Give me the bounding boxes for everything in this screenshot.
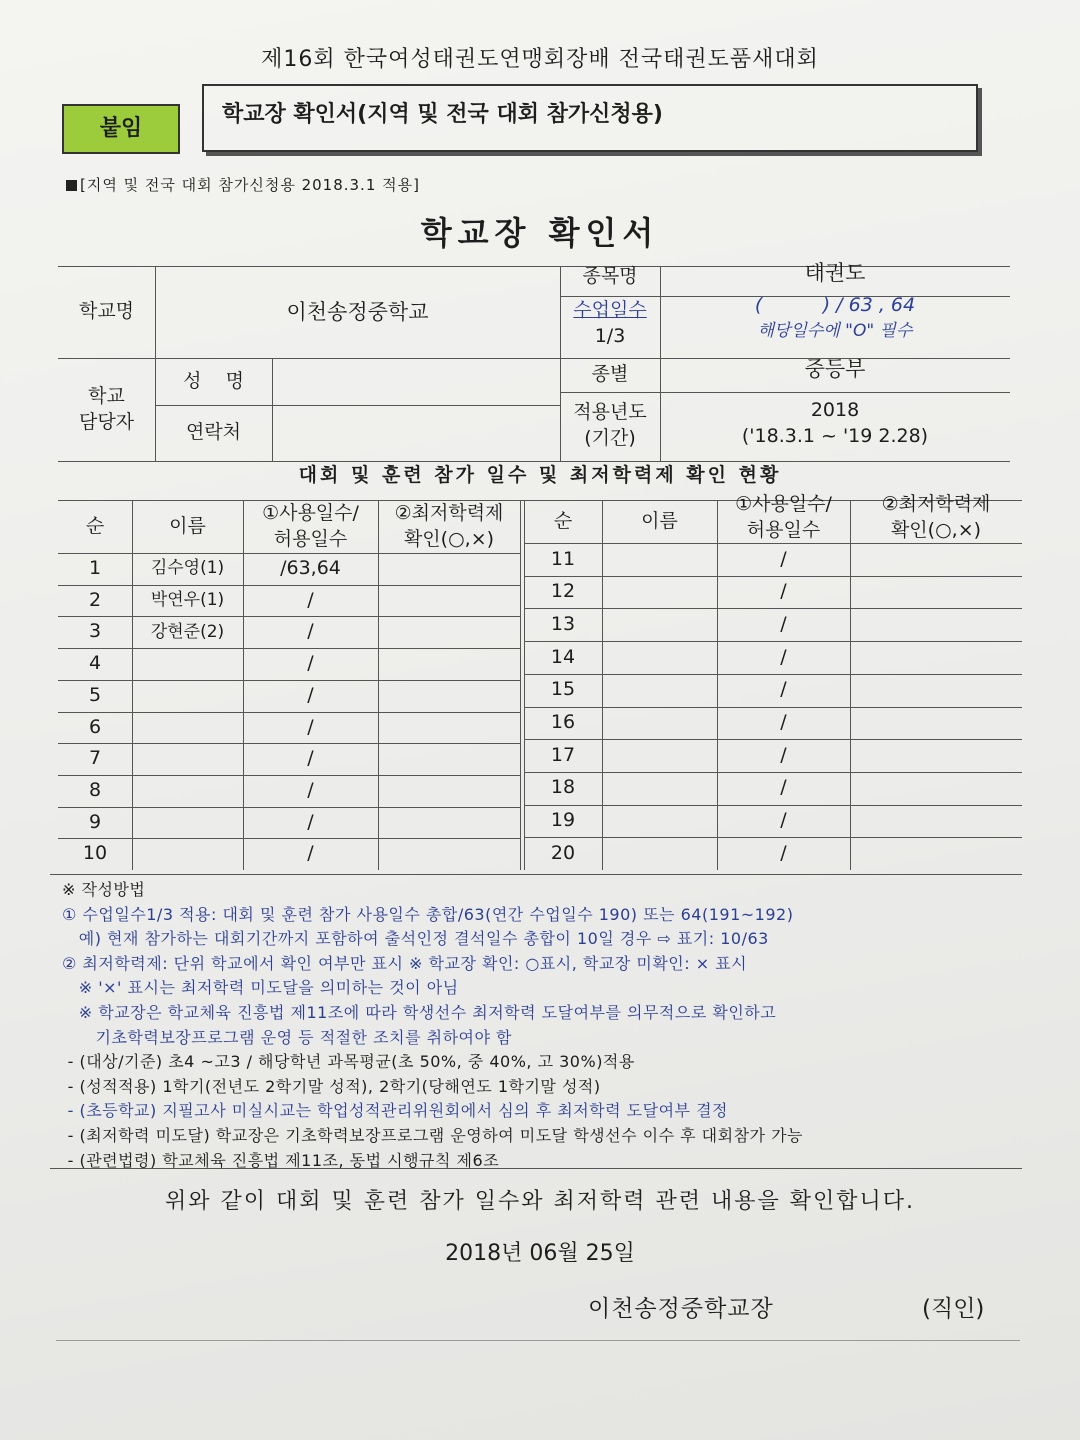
reference-note bbox=[66, 174, 420, 195]
instruction-line: - (초등학교) 지필고사 미실시교는 학업성적관리위원회에서 심의 후 최저학력 도달여부 결정 bbox=[62, 1101, 728, 1121]
row-days-used: / bbox=[780, 711, 787, 734]
row-student-name bbox=[602, 739, 717, 772]
row-student-name bbox=[602, 576, 717, 609]
instructions-heading: ※ 작성방법 bbox=[62, 880, 146, 899]
header-no-left: 순 bbox=[85, 514, 105, 537]
row-number: 11 bbox=[550, 547, 576, 570]
instruction-line: ※ 학교장은 학교체육 진흥법 제11조에 따라 학생선수 최저학력 도달여부를 의무적으로 확인하고 bbox=[62, 1002, 777, 1022]
row-number: 4 bbox=[88, 652, 102, 675]
row-number: 3 bbox=[88, 620, 102, 643]
row-days-used: / bbox=[307, 683, 314, 706]
row-days-used: / bbox=[307, 588, 314, 611]
manager-name-label: 성 명 bbox=[183, 369, 244, 392]
row-student-name bbox=[602, 805, 717, 838]
row-days-used: / bbox=[307, 715, 314, 738]
instruction-line: 기초학력보장프로그램 운영 등 적절한 조치를 취하여야 함 bbox=[62, 1027, 512, 1047]
row-student-name: 강현준(2) bbox=[150, 621, 225, 642]
year-value bbox=[660, 394, 1010, 454]
row-student-name bbox=[602, 608, 717, 641]
row-student-name bbox=[602, 772, 717, 805]
event-title: 제16회 한국여성태권도연맹회장배 전국태권도품새대회 bbox=[261, 47, 819, 72]
row-student-name bbox=[132, 648, 243, 680]
row-student-name bbox=[602, 837, 717, 870]
row-student-name: 박연우(1) bbox=[150, 590, 225, 611]
division-value: 중등부 bbox=[804, 356, 866, 381]
header-no-right: 순 bbox=[553, 509, 573, 532]
year-value-year: 2018 bbox=[810, 399, 860, 422]
row-student-name bbox=[132, 838, 243, 870]
row-student-name bbox=[602, 641, 717, 674]
class-days-label-text: 수업일수 bbox=[573, 299, 647, 322]
year-label-line2: (기간) bbox=[584, 427, 636, 449]
manager-label bbox=[58, 358, 155, 461]
row-number: 9 bbox=[88, 810, 102, 833]
row-student-name bbox=[602, 707, 717, 740]
instructions-block bbox=[62, 878, 1022, 1173]
row-number: 7 bbox=[88, 747, 102, 770]
header-days-left-line1: ①사용일수/ bbox=[262, 501, 359, 524]
row-grade-check bbox=[850, 576, 1022, 609]
document-date: 2018년 06월 25일 bbox=[445, 1241, 635, 1266]
year-value-period: ('18.3.1 ~ '19 2.28) bbox=[741, 425, 929, 447]
instruction-line: ① 수업일수1/3 적용: 대회 및 훈련 참가 사용일수 총합/63(연간 수업일수 190) 또는 64(191~192) bbox=[62, 904, 794, 924]
roster-section-title: 대회 및 훈련 참가 일수 및 최저학력제 확인 현황 bbox=[298, 464, 782, 486]
row-number: 1 bbox=[88, 557, 102, 580]
class-days-label bbox=[560, 296, 660, 352]
row-number: 17 bbox=[550, 743, 576, 766]
header-days-left bbox=[243, 500, 378, 553]
row-grade-check bbox=[850, 772, 1022, 805]
row-student-name bbox=[602, 543, 717, 576]
row-student-name bbox=[132, 680, 243, 712]
row-grade-check bbox=[378, 712, 520, 744]
principal-name: 이천송정중학교장 bbox=[588, 1296, 774, 1322]
class-days-value: ( ) / 63 , 64 bbox=[754, 294, 916, 317]
row-number: 18 bbox=[550, 776, 576, 799]
row-grade-check bbox=[378, 616, 520, 648]
row-days-used: / bbox=[307, 652, 314, 675]
row-grade-check bbox=[378, 680, 520, 712]
row-grade-check bbox=[850, 739, 1022, 772]
row-grade-check bbox=[850, 707, 1022, 740]
manager-contact-value bbox=[272, 405, 560, 461]
division-label: 종별 bbox=[591, 363, 629, 386]
row-grade-check bbox=[850, 837, 1022, 870]
row-days-used: / bbox=[307, 620, 314, 643]
sport-label: 종목명 bbox=[582, 265, 638, 288]
header-grade-left-line1: ②최저학력제 bbox=[394, 501, 504, 524]
row-days-used: / bbox=[780, 612, 787, 635]
row-number: 12 bbox=[550, 580, 576, 603]
row-student-name: 김수영(1) bbox=[150, 558, 225, 579]
row-number: 5 bbox=[88, 683, 102, 706]
row-number: 16 bbox=[550, 711, 576, 734]
confirmation-text: 위와 같이 대회 및 훈련 참가 일수와 최저학력 관련 내용을 확인합니다. bbox=[165, 1189, 915, 1214]
row-grade-check bbox=[850, 805, 1022, 838]
row-days-used: / bbox=[780, 809, 787, 832]
school-name-value: 이천송정중학교 bbox=[286, 299, 429, 324]
row-grade-check bbox=[850, 608, 1022, 641]
header-days-right-line1: ①사용일수/ bbox=[735, 492, 832, 515]
official-seal-mark: (직인) bbox=[922, 1296, 985, 1322]
row-student-name bbox=[132, 807, 243, 839]
row-number: 2 bbox=[88, 588, 102, 611]
row-student-name bbox=[132, 743, 243, 775]
row-grade-check bbox=[378, 585, 520, 617]
row-number: 19 bbox=[550, 809, 576, 832]
row-days-used: / bbox=[780, 841, 787, 864]
main-title: 학교장 확인서 bbox=[420, 214, 660, 252]
row-days-used: / bbox=[780, 776, 787, 799]
row-days-used: / bbox=[780, 743, 787, 766]
row-days-used: / bbox=[780, 580, 787, 603]
sport-value: 태권도 bbox=[804, 260, 866, 285]
instruction-line: - (대상/기준) 초4 ~고3 / 해당학년 과목평균(초 50%, 중 40%, 고 30%)적용 bbox=[62, 1052, 635, 1072]
school-name-label: 학교명 bbox=[78, 300, 135, 323]
document-title-box: 학교장 확인서(지역 및 전국 대회 참가신청용) bbox=[202, 84, 978, 152]
header-days-right bbox=[717, 492, 850, 543]
row-student-name bbox=[132, 712, 243, 744]
row-grade-check bbox=[378, 553, 520, 585]
row-student-name bbox=[602, 674, 717, 707]
row-grade-check bbox=[850, 543, 1022, 576]
attachment-badge: 붙임 bbox=[62, 104, 180, 154]
row-grade-check bbox=[378, 648, 520, 680]
row-number: 13 bbox=[550, 612, 576, 635]
row-grade-check bbox=[378, 838, 520, 870]
row-number: 6 bbox=[88, 715, 102, 738]
row-number: 10 bbox=[82, 842, 108, 865]
instruction-line: ② 최저학력제: 단위 학교에서 확인 여부만 표시 ※ 학교장 확인: ○표시, 학교장 미확인: × 표시 bbox=[62, 953, 748, 973]
header-grade-right-line2: 확인(○,×) bbox=[890, 518, 982, 541]
reference-note-text: [지역 및 전국 대회 참가신청용 2018.3.1 적용] bbox=[80, 176, 420, 194]
instruction-line: - (최저학력 미도달) 학교장은 기초학력보장프로그램 운영하여 미도달 학생선수 이수 후 대회참가 가능 bbox=[62, 1125, 803, 1145]
row-grade-check bbox=[378, 775, 520, 807]
row-number: 15 bbox=[550, 678, 576, 701]
row-student-name bbox=[132, 775, 243, 807]
row-grade-check bbox=[378, 807, 520, 839]
header-grade-right-line1: ②최저학력제 bbox=[881, 492, 991, 515]
row-days-used: /63,64 bbox=[280, 557, 341, 580]
row-grade-check bbox=[850, 641, 1022, 674]
row-number: 20 bbox=[550, 841, 576, 864]
class-days-ratio: 1/3 bbox=[594, 325, 626, 347]
year-label bbox=[560, 396, 660, 456]
square-bullet-icon bbox=[66, 180, 77, 191]
instruction-line: 예) 현재 참가하는 대회기간까지 포함하여 출석인정 결석일수 총합이 10일 경우 ⇨ 표기: 10/63 bbox=[62, 929, 769, 949]
class-days-note: 해당일수에 "O" 필수 bbox=[757, 320, 913, 341]
header-grade-left-line2: 확인(○,×) bbox=[403, 527, 495, 550]
header-days-left-line2: 허용일수 bbox=[273, 527, 348, 550]
row-days-used: / bbox=[780, 547, 787, 570]
instruction-line: - (관련법령) 학교체육 진흥법 제11조, 동법 시행규칙 제6조 bbox=[62, 1150, 500, 1170]
instruction-line: ※ '×' 표시는 최저학력 미도달을 의미하는 것이 아님 bbox=[62, 978, 459, 998]
header-name-right: 이름 bbox=[641, 509, 678, 532]
manager-name-value bbox=[272, 358, 560, 405]
header-grade-right bbox=[850, 492, 1022, 543]
header-name-left: 이름 bbox=[169, 514, 206, 537]
row-days-used: / bbox=[307, 842, 314, 865]
header-grade-left bbox=[378, 500, 520, 553]
row-number: 8 bbox=[88, 778, 102, 801]
row-grade-check bbox=[850, 674, 1022, 707]
manager-label-line1: 학교 bbox=[88, 384, 125, 407]
row-grade-check bbox=[378, 743, 520, 775]
row-number: 14 bbox=[550, 645, 576, 668]
year-label-line1: 적용년도 bbox=[573, 401, 647, 424]
row-days-used: / bbox=[780, 645, 787, 668]
row-days-used: / bbox=[307, 778, 314, 801]
row-days-used: / bbox=[780, 678, 787, 701]
row-days-used: / bbox=[307, 810, 314, 833]
row-days-used: / bbox=[307, 747, 314, 770]
instruction-line: - (성적적용) 1학기(전년도 2학기말 성적), 2학기(당해연도 1학기말 성적) bbox=[62, 1076, 601, 1096]
manager-contact-label: 연락처 bbox=[185, 421, 242, 444]
manager-label-line2: 담당자 bbox=[78, 410, 135, 433]
header-days-right-line2: 허용일수 bbox=[746, 518, 821, 541]
